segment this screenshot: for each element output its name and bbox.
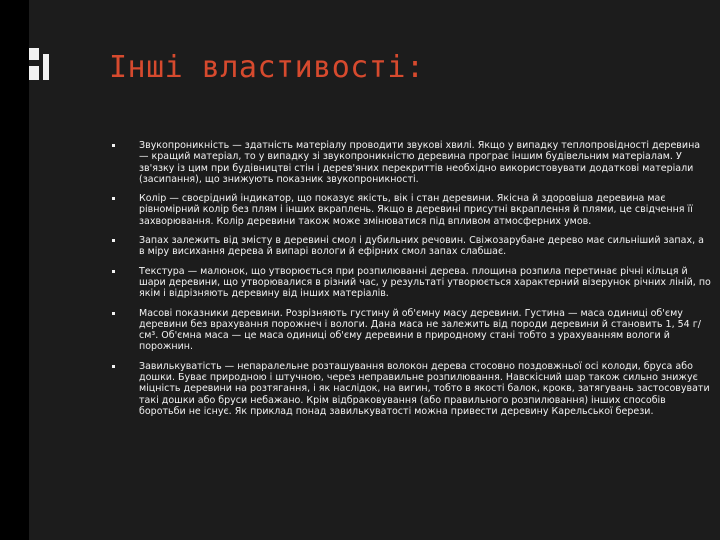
bullet-item (112, 266, 712, 300)
bullet-dot-icon (112, 239, 115, 242)
accent-block (29, 48, 39, 60)
bullet-text: Звукопроникність — здатність матеріалу проводити звукові хвилі. Якщо у випадку теплопровідності деревина — кращий матеріал, то у випадку зі звукопроникністю деревина програє іншим будівельним матеріалам. У зв'язку із цим при будівництві стін і дерев'яних перекриттів необхідно використовувати додаткові матеріали (засипання), що знижують показник звукопроникності. (139, 140, 701, 185)
bullet-dot-icon (112, 270, 115, 273)
accent-block (43, 54, 49, 80)
bullet-item (112, 193, 712, 227)
bullet-text: Масові показники деревини. Розрізняють густину й об'ємну масу деревини. Густина — маса одиниці об'єму деревини без врахування порожнеч і вологи. Дана маса не залежить від породи деревини й становить 1, 54 г/см³. Об'ємна маса — це маса одиниці об'єму деревини в природному стані тобто з урахуванням вологи й порожнин. (139, 307, 701, 353)
bullet-item (112, 308, 712, 353)
bullet-dot-icon (112, 197, 115, 200)
bullet-text: Текстура — малюнок, що утворюється при розпилюванні дерева. площина розпила перетинає річні кільця й шари деревини, що утворювалися в різний час, у результаті утворюється характерний візерунок річних ліній, по якім і відрізняють деревину від інших матеріалів. (139, 265, 711, 300)
bullet-dot-icon (112, 312, 115, 315)
bullet-list (112, 140, 712, 425)
left-margin-bar (0, 0, 29, 540)
slide (29, 0, 720, 540)
bullet-text: Завилькуватість — непаралельне розташування волокон дерева стосовно поздовжньої осі колоди, бруса або дошки. Буває природною і штучною, через неправильне розпилювання. Навскісний шар також сильно знижує міцність деревини на розтягання, і як наслідок, на вигин, тобто в якості балок, крокв, затягувань застосовувати такі дошки або бруси небажано. Крім відбраковування (або правильного розпилювання) інших способів боротьби не існує. Як приклад понад завилькуватості можна привести деревину Карельської берези. (139, 360, 710, 417)
bullet-dot-icon (112, 144, 115, 147)
bullet-item (112, 235, 712, 258)
bullet-item (112, 140, 712, 185)
bullet-text: Колір — своєрідний індикатор, що показує якість, вік і стан деревини. Якісна й здоровіша деревина має рівномірний колір без плям і інших вкраплень. Якщо в деревині присутні вкраплення й плями, це свідчення її захворювання. Колір деревини також може змінюватися під впливом атмосферних умов. (139, 193, 693, 227)
slide-title: Інші властивості: (109, 50, 425, 85)
bullet-item (112, 361, 712, 417)
bullet-text: Запах залежить від змісту в деревині смол і дубильних речовин. Свіжозарубане дерево має сильніший запах, а в міру висихання дерева й випарі вологи й ефірних смол запах слабшає. (139, 235, 704, 258)
bullet-dot-icon (112, 365, 115, 368)
accent-block (29, 66, 39, 80)
